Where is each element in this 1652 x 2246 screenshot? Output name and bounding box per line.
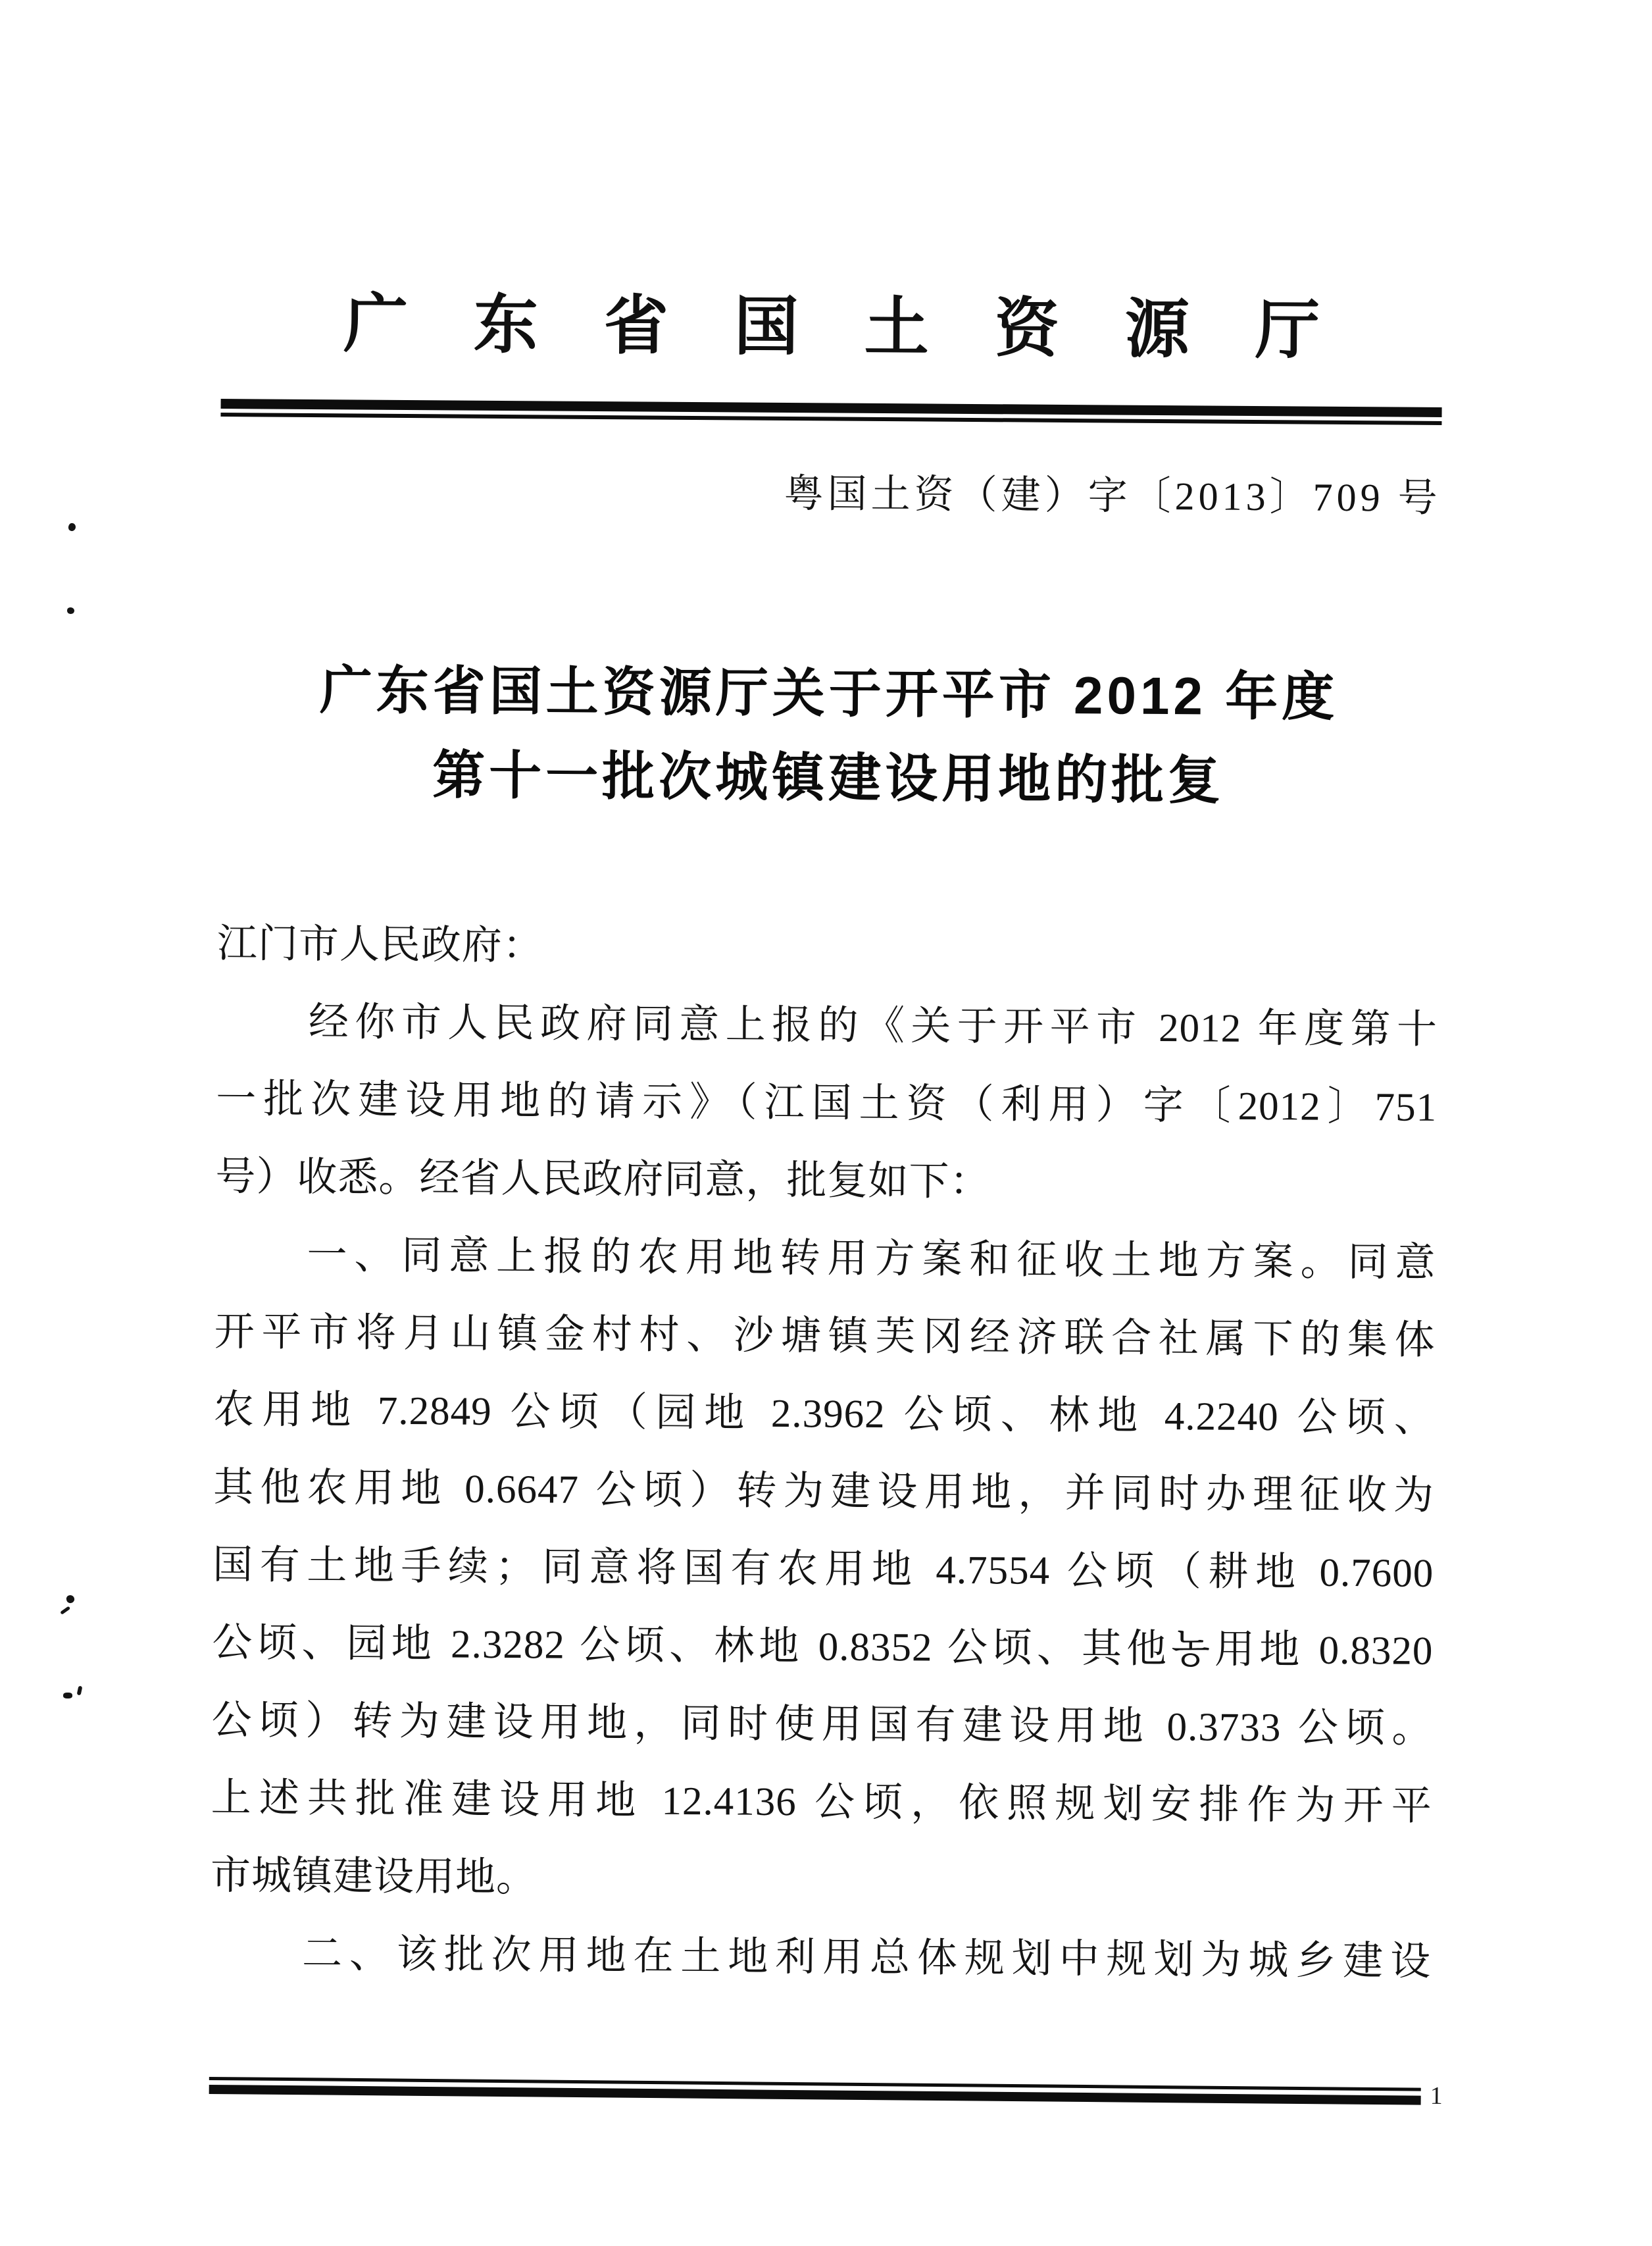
body-line: 经你市人民政府同意上报的《关于开平市 2012 年度第十 <box>308 1000 1438 1052</box>
page-number: 1 <box>1430 2081 1443 2110</box>
doc-number: 粤国土资（建）字〔2013〕709 号 <box>784 471 1441 520</box>
agency-name: 广东省国土资源厅 <box>343 289 1386 368</box>
title-line-2: 第十一批次城镇建设用地的批复 <box>432 746 1225 810</box>
body-line: 市城镇建设用地。 <box>210 1853 538 1901</box>
body-line: 江门市人民政府： <box>216 921 544 969</box>
body-line: 上述共批准建设用地 12.4136 公顷，依照规划安排作为开平 <box>211 1775 1432 1829</box>
body-line: 农用地 7.2849 公顷（园地 2.3962 公顷、林地 4.2240 公顷、 <box>213 1387 1436 1441</box>
title-line-1: 广东省国土资源厅关于开平市 2012 年度 <box>319 661 1339 727</box>
body-line: 一、同意上报的农用地转用方案和征收土地方案。同意 <box>307 1233 1436 1285</box>
body-line: 二、该批次用地在土地利用总体规划中规划为城乡建设 <box>301 1931 1432 1984</box>
document-title <box>2 646 1652 827</box>
body-line: 开平市将月山镇金村村、沙塘镇芙冈经济联合社属下的集体 <box>214 1310 1436 1363</box>
body-text <box>210 906 1438 2001</box>
ink-speck <box>67 607 74 614</box>
ink-speck <box>63 1693 72 1698</box>
body-line: 其他农用地 0.6647 公顷）转为建设用地，并同时办理征收为 <box>213 1465 1435 1518</box>
body-line: 一批次建设用地的请示》（江国土资（利用）字〔2012〕751 <box>215 1077 1438 1130</box>
body-line: 号）收悉。经省人民政府同意，批复如下： <box>215 1154 991 1205</box>
body-line: 国有土地手续；同意将国有农用地 4.7554 公顷（耕地 0.7600 <box>213 1543 1434 1596</box>
body-line: 公顷）转为建设用地，同时使用国有建设用地 0.3733 公顷。 <box>211 1698 1433 1751</box>
body-line: 公顷、园地 2.3282 公顷、林地 0.8352 公顷、其他농用地 0.8320 <box>212 1620 1434 1673</box>
